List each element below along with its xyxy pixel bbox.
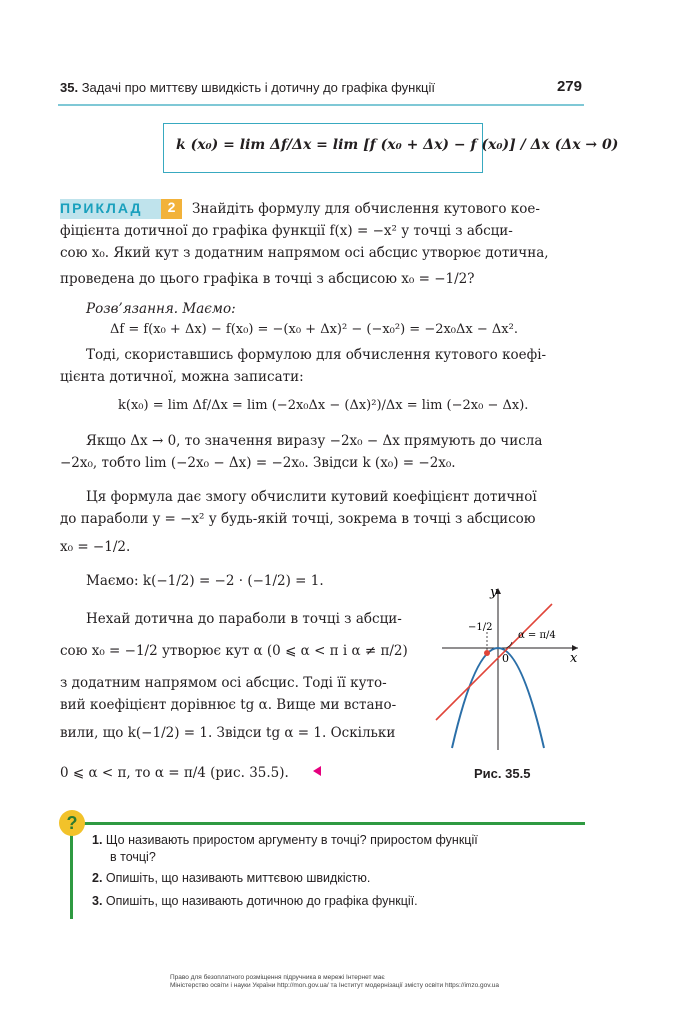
x-axis-label: x bbox=[570, 651, 578, 666]
figure-caption: Рис. 35.5 bbox=[474, 766, 531, 781]
example-label: ПРИКЛАД bbox=[60, 200, 143, 216]
point-label: −1/2 bbox=[468, 622, 493, 633]
question-icon: ? bbox=[59, 810, 85, 836]
question-2 bbox=[92, 870, 370, 887]
solution-line-13: сою x₀ = −1/2 утворює кут α (0 ⩽ α < π і α ≠ π/2) bbox=[60, 643, 408, 659]
origin-label: 0 bbox=[502, 652, 509, 665]
question-3-text: Опишіть, що називають дотичною до графіка функції. bbox=[105, 894, 418, 908]
end-of-solution-marker bbox=[313, 766, 321, 776]
footer-notice bbox=[170, 974, 520, 990]
solution-line-2: Δf = f(x₀ + Δx) − f(x₀) = −(x₀ + Δx)² − (−x₀²) = −2x₀Δx − Δx². bbox=[110, 322, 518, 337]
footer-line-1: Право для безоплатного розміщення підручника в мережі Інтернет має bbox=[170, 974, 385, 981]
solution-line-9: до параболи y = −x² у будь-якій точці, зокрема в точці з абсцисою bbox=[60, 511, 536, 527]
solution-line-3: Тоді, скориставшись формулою для обчислення кутового коефі- bbox=[86, 347, 547, 363]
example-line-4: проведена до цього графіка в точці з абсцисою x₀ = −1/2? bbox=[60, 271, 475, 287]
tangent-line bbox=[436, 604, 552, 720]
solution-line-16: вили, що k(−1/2) = 1. Звідси tg α = 1. Оскільки bbox=[60, 725, 396, 741]
question-1-number: 1. bbox=[92, 833, 103, 847]
y-axis-label: y bbox=[490, 585, 498, 600]
solution-line-8: Ця формула дає змогу обчислити кутовий коефіцієнт дотичної bbox=[86, 489, 537, 505]
section-title: Задачі про миттєву швидкість і дотичну до графіка функції bbox=[81, 80, 435, 95]
formula-box bbox=[163, 123, 619, 173]
example-number: 2 bbox=[161, 199, 182, 219]
derivative-formula: k (x₀) = lim Δf/Δx = lim [f (x₀ + Δx) − f (x₀)] / Δx (Δx → 0) bbox=[176, 137, 619, 153]
example-line-1: Знайдіть формулу для обчислення кутового кое- bbox=[192, 201, 540, 217]
solution-line-1: Розв’язання. Маємо: bbox=[86, 301, 236, 317]
figure-35-5 bbox=[432, 580, 582, 760]
solution-line-4: цієнта дотичної, можна записати: bbox=[60, 369, 304, 385]
solution-line-6: Якщо Δx → 0, то значення виразу −2x₀ − Δx прямують до числа bbox=[86, 433, 543, 449]
solution-line-7: −2x₀, тобто lim (−2x₀ − Δx) = −2x₀. Звідси k (x₀) = −2x₀. bbox=[60, 455, 456, 471]
question-2-text: Опишіть, що називають миттєвою швидкістю. bbox=[105, 871, 371, 885]
question-2-number: 2. bbox=[92, 871, 103, 885]
example-line-2: фіцієнта дотичної до графіка функції f(x) = −x² у точці з абсци- bbox=[60, 223, 513, 239]
solution-line-14: з додатним напрямом осі абсцис. Тоді її куто- bbox=[60, 675, 387, 691]
question-1 bbox=[92, 832, 478, 849]
question-3-number: 3. bbox=[92, 894, 103, 908]
solution-line-10: x₀ = −1/2. bbox=[60, 539, 131, 555]
example-line-3: сою x₀. Який кут з додатним напрямом осі абсцис утворює дотична, bbox=[60, 245, 549, 261]
question-1-text: Що називають приростом аргументу в точці? приростом функції bbox=[105, 833, 478, 847]
example-badge bbox=[60, 199, 180, 219]
solution-line-15: вий коефіцієнт дорівнює tg α. Вище ми встано- bbox=[60, 697, 397, 713]
solution-line-5: k(x₀) = lim Δf/Δx = lim (−2x₀Δx − (Δx)²)/Δx = lim (−2x₀ − Δx). bbox=[118, 398, 529, 413]
solution-line-12: Нехай дотична до параболи в точці з абсци- bbox=[86, 611, 402, 627]
question-1-continued: в точці? bbox=[110, 850, 156, 864]
solution-line-17: 0 ⩽ α < π, то α = π/4 (рис. 35.5). bbox=[60, 765, 289, 781]
page-number: 279 bbox=[556, 78, 582, 95]
header-rule bbox=[58, 104, 584, 106]
angle-label: α = π/4 bbox=[518, 630, 556, 641]
section-number: 35. bbox=[60, 80, 79, 95]
footer-line-2: Міністерство освіти і науки України http://mon.gov.ua/ та Інститут модернізації змісту освіти https://imzo.gov.ua bbox=[170, 982, 500, 989]
solution-line-11: Маємо: k(−1/2) = −2 · (−1/2) = 1. bbox=[86, 573, 324, 589]
question-3 bbox=[92, 893, 418, 910]
running-header bbox=[60, 80, 582, 104]
tangent-point bbox=[484, 650, 490, 656]
